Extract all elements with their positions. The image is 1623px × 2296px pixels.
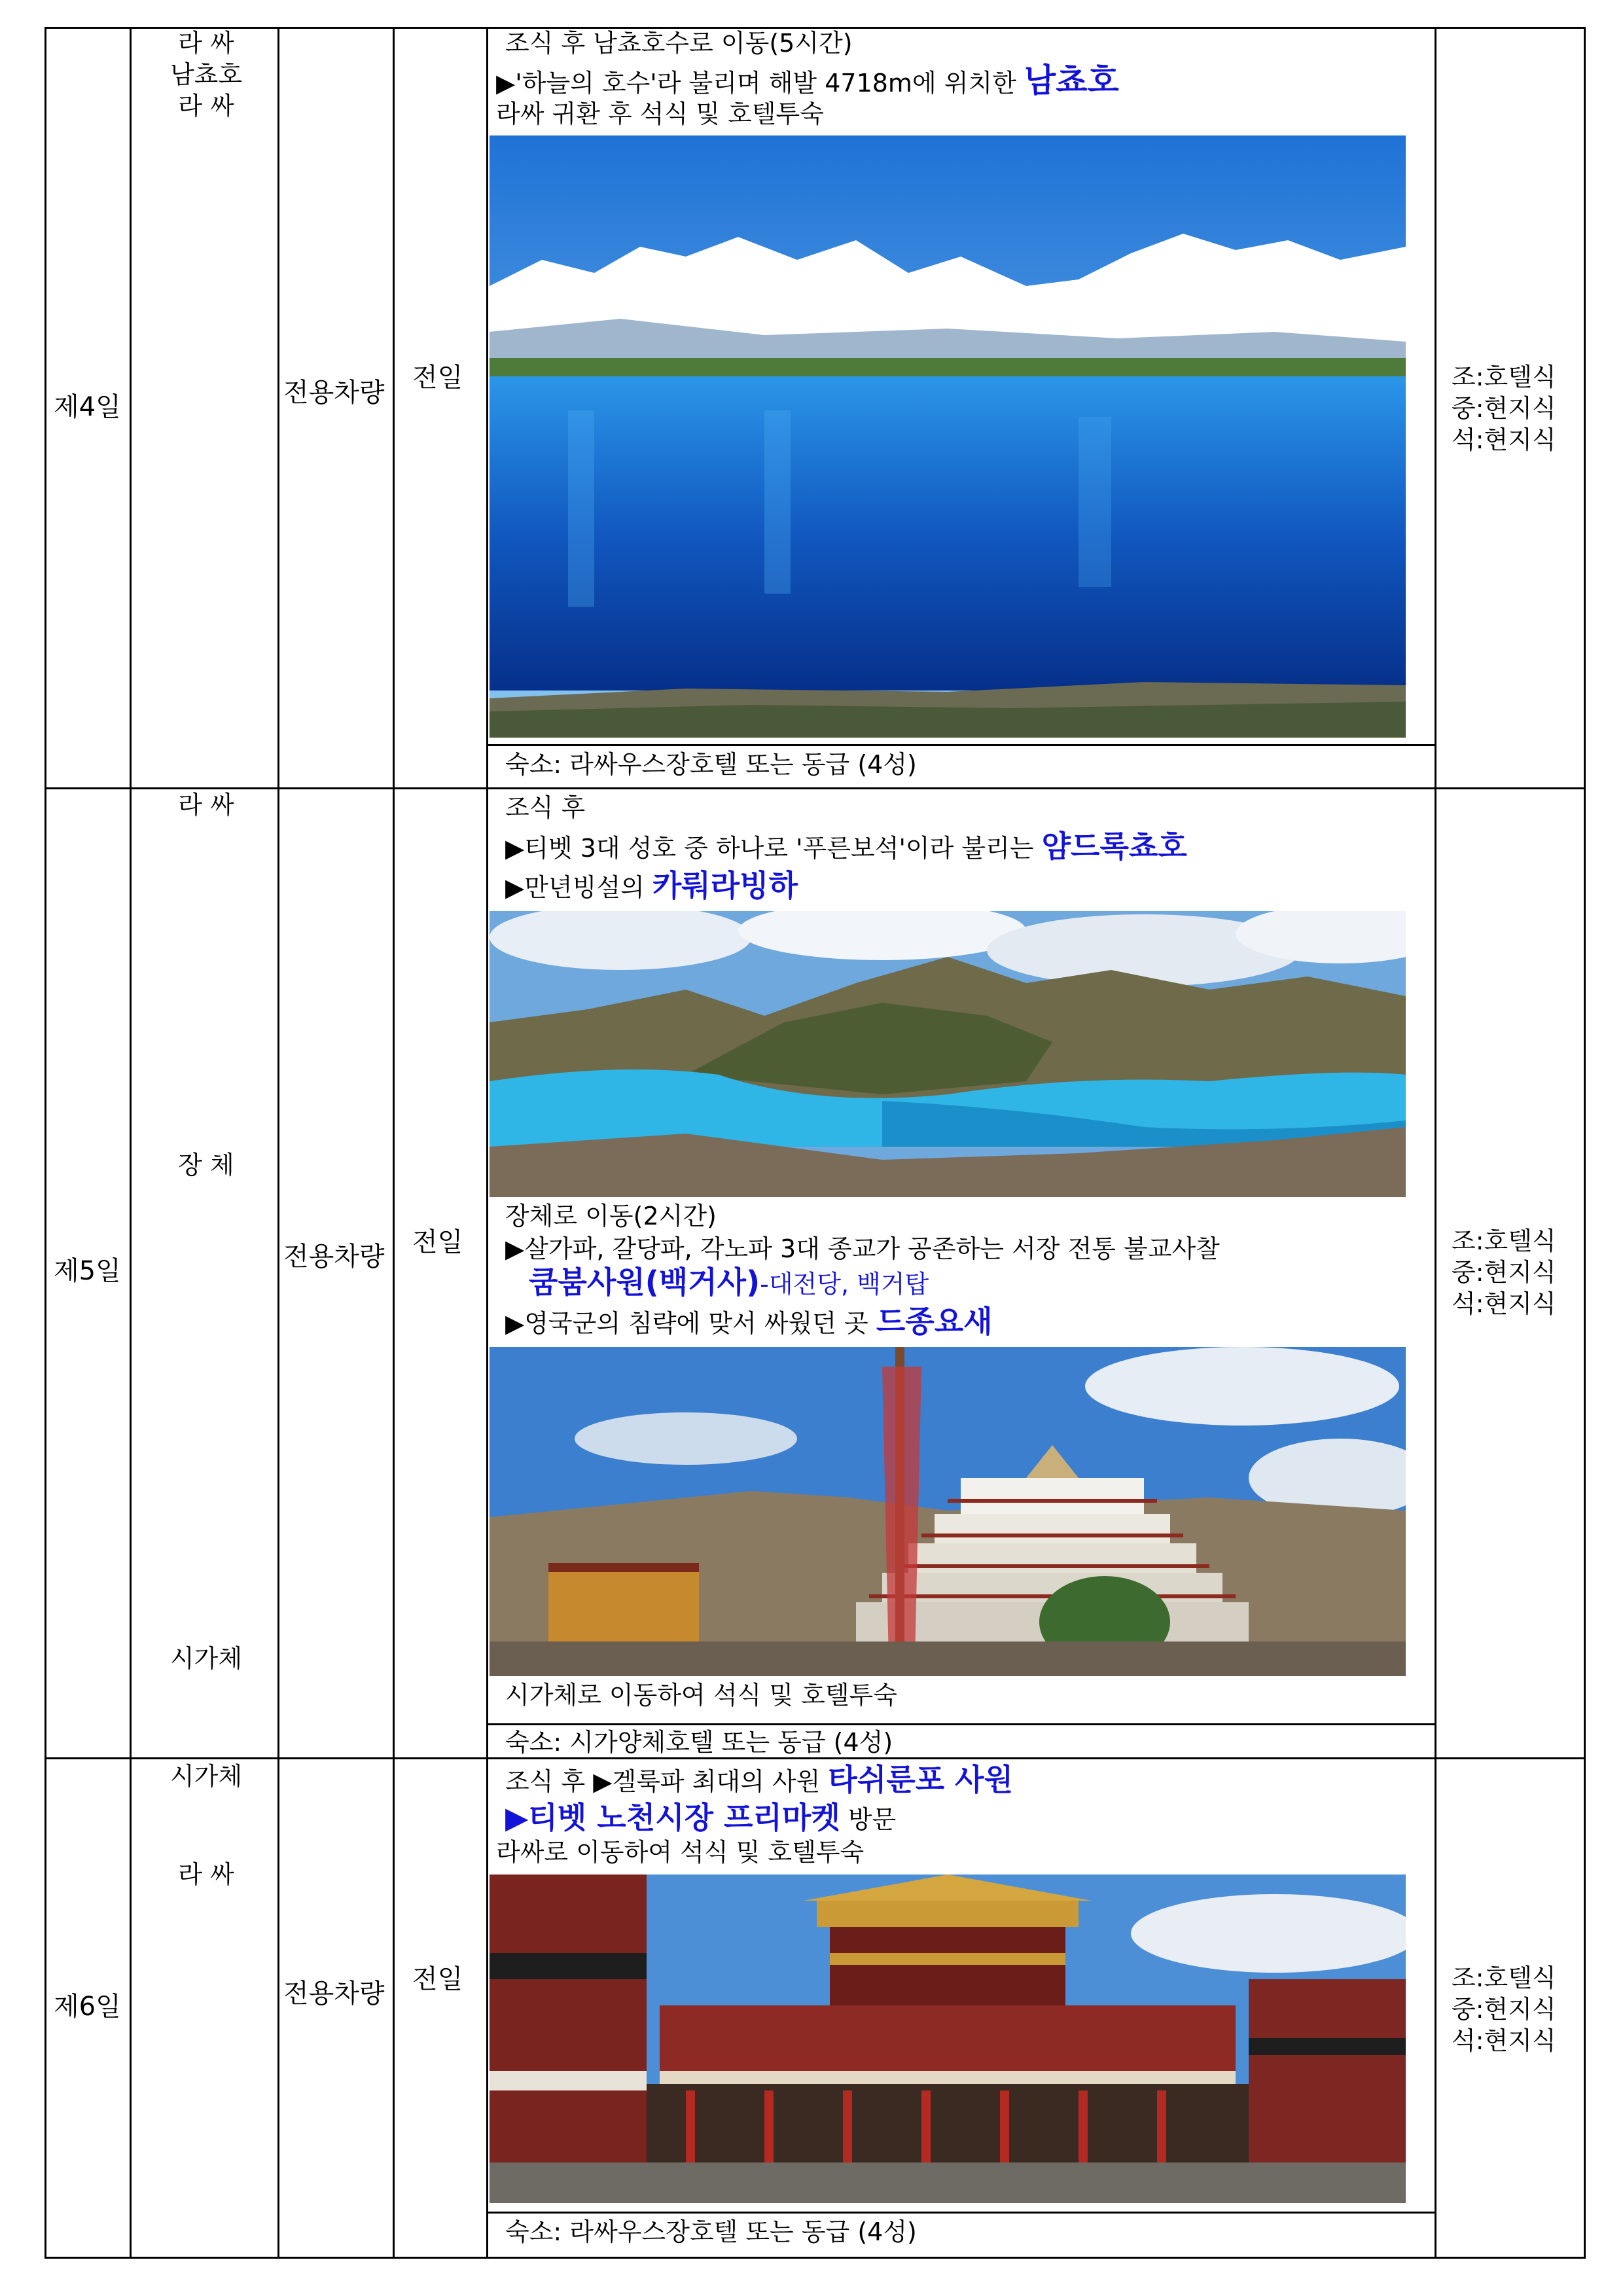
photo-tashilhunpo-monastery [490,1874,1406,2203]
schedule-line: 라싸 귀환 후 석식 및 호텔투숙 [496,99,824,128]
table-border-left [45,27,46,2259]
schedule-text: ▶'하늘의 호수'라 불리며 해발 4718m에 위치한 [496,69,1024,98]
duration: 전일 [412,1227,463,1257]
duration: 전일 [412,1964,463,1994]
hotel-info: 숙소: 시가양체호텔 또는 동급 (4성) [505,1728,893,1757]
schedule-text: 조식 후 ▶겔룩파 최대의 사원 [505,1767,829,1796]
highlight-attraction: 드종요새 [876,1304,993,1339]
row-divider [45,787,1586,789]
place-name: 라 싸 [178,791,234,819]
duration: 전일 [412,363,463,393]
highlight-attraction: 남쵸호 [1024,62,1119,99]
schedule-line [505,1305,993,1338]
hotel-info: 숙소: 라싸우스장호텔 또는 동급 (4성) [505,750,917,779]
transport: 전용차량 [283,378,385,408]
schedule-line: 시가체로 이동하여 석식 및 호텔투숙 [505,1681,897,1710]
col-divider [393,27,395,2259]
schedule-text: ▶티벳 3대 성호 중 하나로 '푸른보석'이라 불리는 [505,834,1042,863]
schedule-line [529,1266,929,1299]
meal-dinner: 석:현지식 [1452,1289,1556,1318]
schedule-text: 방문 [840,1805,897,1834]
schedule-line [505,1763,1013,1797]
transport: 전용차량 [283,1242,385,1272]
day-label: 제5일 [54,1256,121,1286]
schedule-text: ▶영국군의 침략에 맞서 싸웠던 곳 [505,1309,876,1338]
hotel-divider [488,2212,1436,2214]
day-label: 제4일 [54,392,121,422]
highlight-attraction: 쿰붐사원(백거사) [529,1265,760,1300]
schedule-line [505,1801,896,1835]
place-name: 라 싸 [178,29,234,58]
attraction-detail: -대전당, 백거탑 [760,1270,929,1299]
col-divider [277,27,279,2259]
highlight-attraction: 얌드록쵸호 [1041,829,1187,864]
highlight-attraction: ▶티벳 노천시장 프리마켓 [505,1800,840,1835]
table-border-right [1584,27,1586,2259]
meal-breakfast: 조:호텔식 [1452,363,1556,391]
place-name: 시가체 [169,1762,243,1791]
highlight-attraction: 카뤄라빙하 [652,868,798,903]
place-name: 남쵸호 [169,60,243,89]
schedule-line: 장체로 이동(2시간) [505,1202,717,1230]
hotel-info: 숙소: 라싸우스장호텔 또는 동급 (4성) [505,2217,917,2246]
place-name: 라 싸 [178,92,234,120]
hotel-divider [488,1723,1436,1725]
transport: 전용차량 [283,1979,385,2009]
highlight-attraction: 타쉬룬포 사원 [828,1762,1014,1797]
table-border-bottom [45,2257,1586,2259]
meal-dinner: 석:현지식 [1452,2026,1556,2055]
meal-breakfast: 조:호텔식 [1452,1227,1556,1255]
day-label: 제6일 [54,1992,121,2022]
schedule-line [505,869,798,903]
schedule-line: 조식 후 [505,793,586,822]
row-divider [45,1757,1586,1759]
schedule-line: 라싸로 이동하여 석식 및 호텔투숙 [496,1838,865,1867]
meal-lunch: 중:현지식 [1452,1995,1556,2024]
hotel-divider [488,744,1436,746]
meal-lunch: 중:현지식 [1452,394,1556,423]
meal-breakfast: 조:호텔식 [1452,1964,1556,1992]
schedule-line: 조식 후 남쵸호수로 이동(5시간) [505,29,853,58]
schedule-line [505,830,1187,863]
schedule-line: ▶살가파, 갈당파, 각노파 3대 종교가 공존하는 서장 전통 불교사찰 [505,1234,1220,1263]
photo-pelkor-chode-monastery [490,1347,1406,1676]
place-name: 라 싸 [178,1860,234,1889]
photo-yamdrok-lake [490,911,1406,1197]
meal-dinner: 석:현지식 [1452,425,1556,454]
meal-lunch: 중:현지식 [1452,1258,1556,1287]
col-divider [1435,27,1436,2259]
col-divider [486,27,488,2259]
schedule-text: ▶만년빙설의 [505,873,652,902]
col-divider [130,27,132,2259]
place-name: 시가체 [169,1644,243,1673]
photo-namtso-lake [490,135,1406,738]
place-name: 장 체 [178,1151,234,1179]
schedule-line [496,63,1119,99]
